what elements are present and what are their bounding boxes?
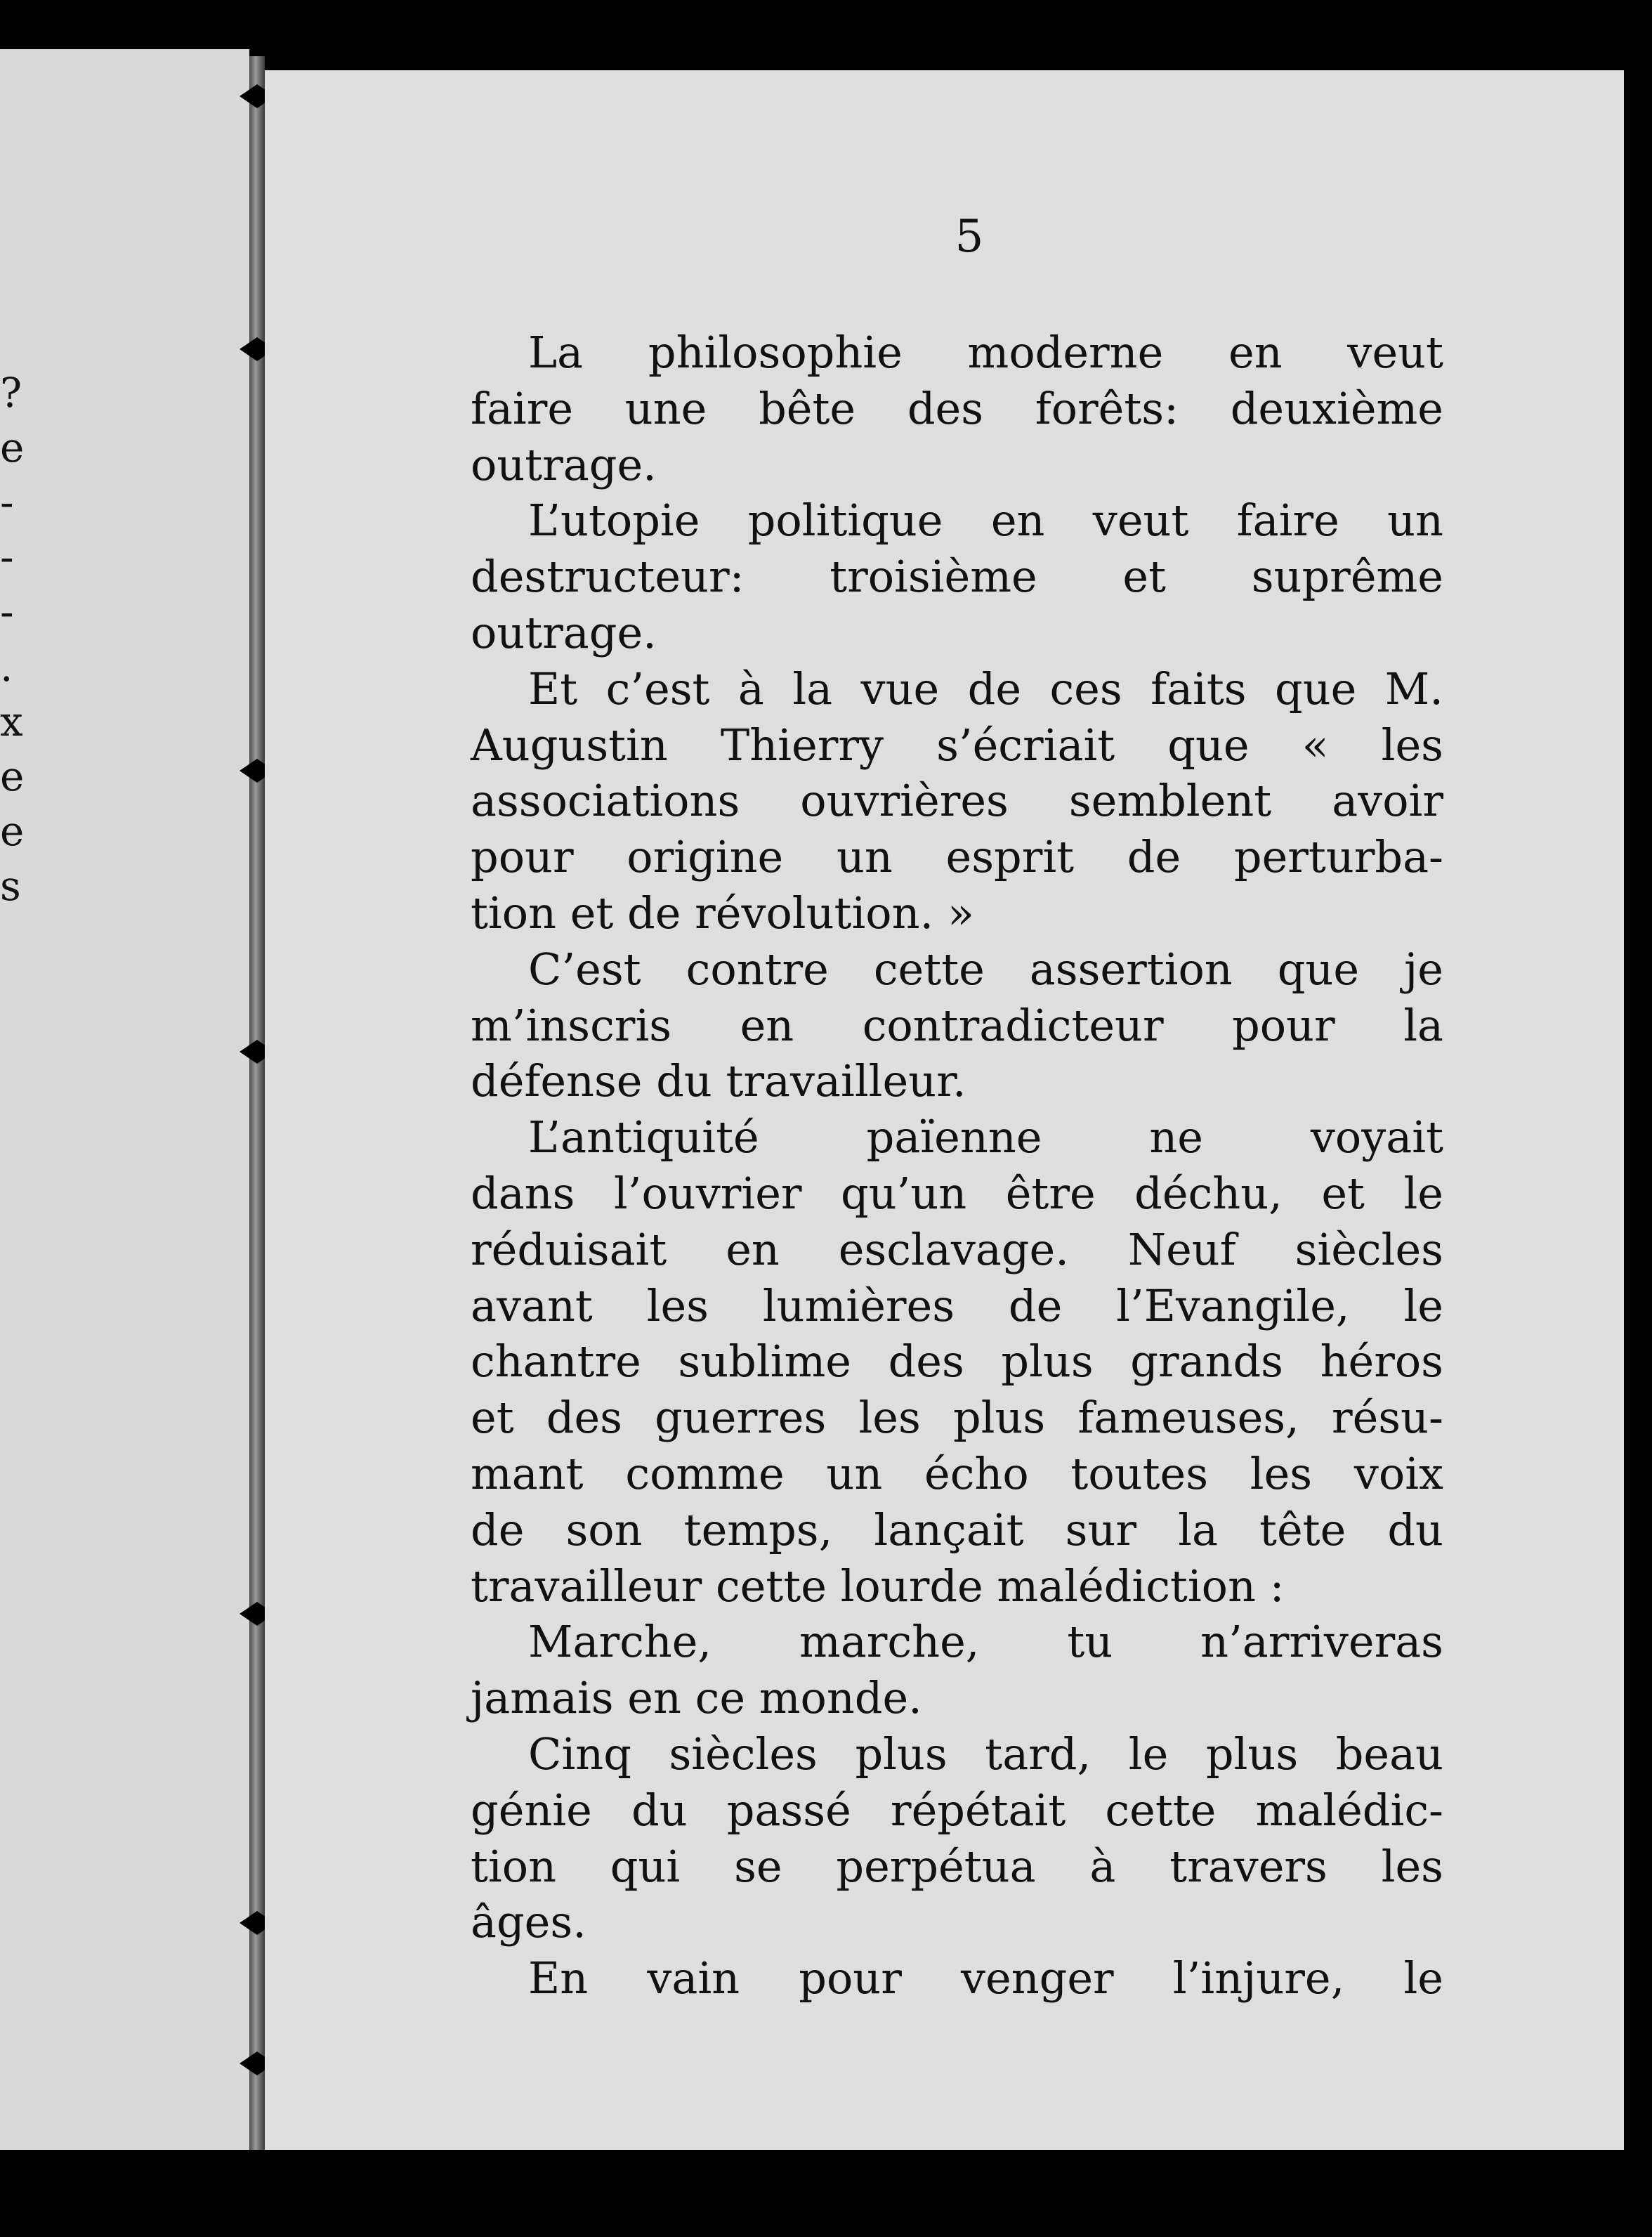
text-line: tion qui se perpétua à travers les bbox=[471, 1840, 1443, 1892]
text-line: réduisait en esclavage. Neuf siècles bbox=[471, 1223, 1443, 1275]
paragraph bbox=[471, 1950, 1443, 2007]
margin-fragment: s bbox=[0, 862, 21, 910]
text-line: En vain pour venger l’injure, le bbox=[528, 1952, 1443, 2004]
page-number: 5 bbox=[955, 211, 984, 263]
text-line: génie du passé répétait cette malédic- bbox=[471, 1784, 1443, 1836]
paragraph bbox=[471, 941, 1443, 1109]
text-line: outrage. bbox=[471, 606, 657, 658]
text-line: défense du travailleur. bbox=[471, 1055, 966, 1107]
text-line: La philosophie moderne en veut bbox=[528, 327, 1443, 378]
margin-fragment: ? bbox=[0, 369, 22, 417]
text-line: et des guerres les plus fameuses, résu- bbox=[471, 1392, 1443, 1444]
text-line: jamais en ce monde. bbox=[471, 1672, 922, 1724]
text-line: Et c’est à la vue de ces faits que M. bbox=[528, 663, 1443, 715]
margin-fragment: x bbox=[0, 698, 23, 745]
paragraph bbox=[471, 1726, 1443, 1950]
text-line: destructeur: troisième et suprême bbox=[471, 551, 1443, 603]
text-line: L’antiquité païenne ne voyait bbox=[528, 1111, 1443, 1163]
text-line: âges. bbox=[471, 1896, 586, 1948]
text-line: Marche, marche, tu n’arriveras bbox=[528, 1616, 1443, 1668]
text-line: mant comme un écho toutes les voix bbox=[471, 1447, 1443, 1499]
text-line: outrage. bbox=[471, 438, 657, 490]
text-line: dans l’ouvrier qu’un être déchu, et le bbox=[471, 1167, 1443, 1219]
text-line: avant les lumières de l’Evangile, le bbox=[471, 1279, 1443, 1331]
previous-page-edge bbox=[0, 49, 249, 2150]
text-line: faire une bête des forêts: deuxième bbox=[471, 382, 1443, 434]
text-line: Cinq siècles plus tard, le plus beau bbox=[528, 1728, 1443, 1780]
margin-fragment: . bbox=[0, 643, 13, 691]
margin-fragment: - bbox=[0, 588, 14, 636]
body-text bbox=[471, 325, 1443, 2007]
margin-fragment: e bbox=[0, 807, 25, 855]
margin-fragment: - bbox=[0, 533, 14, 581]
text-line: chantre sublime des plus grands héros bbox=[471, 1336, 1443, 1388]
text-line: pour origine un esprit de perturba- bbox=[471, 831, 1443, 883]
text-line: m’inscris en contradicteur pour la bbox=[471, 999, 1443, 1051]
text-line: L’utopie politique en veut faire un bbox=[528, 495, 1443, 547]
text-line: tion et de révolution. » bbox=[471, 887, 974, 939]
text-line: travailleur cette lourde malédiction : bbox=[471, 1560, 1285, 1612]
margin-fragment: e bbox=[0, 424, 25, 471]
margin-fragment: - bbox=[0, 478, 14, 526]
paragraph bbox=[471, 493, 1443, 660]
text-line: C’est contre cette assertion que je bbox=[528, 943, 1443, 995]
text-line: de son temps, lançait sur la tête du bbox=[471, 1504, 1443, 1556]
previous-page-text-fragments bbox=[0, 365, 28, 913]
text-line: associations ouvrières semblent avoir bbox=[471, 775, 1443, 827]
paragraph bbox=[471, 1109, 1443, 1614]
paragraph bbox=[471, 1614, 1443, 1726]
paragraph bbox=[471, 325, 1443, 493]
paragraph bbox=[471, 661, 1443, 941]
binding-thread bbox=[249, 56, 265, 2150]
text-line: Augustin Thierry s’écriait que « les bbox=[471, 719, 1443, 771]
margin-fragment: e bbox=[0, 752, 25, 800]
